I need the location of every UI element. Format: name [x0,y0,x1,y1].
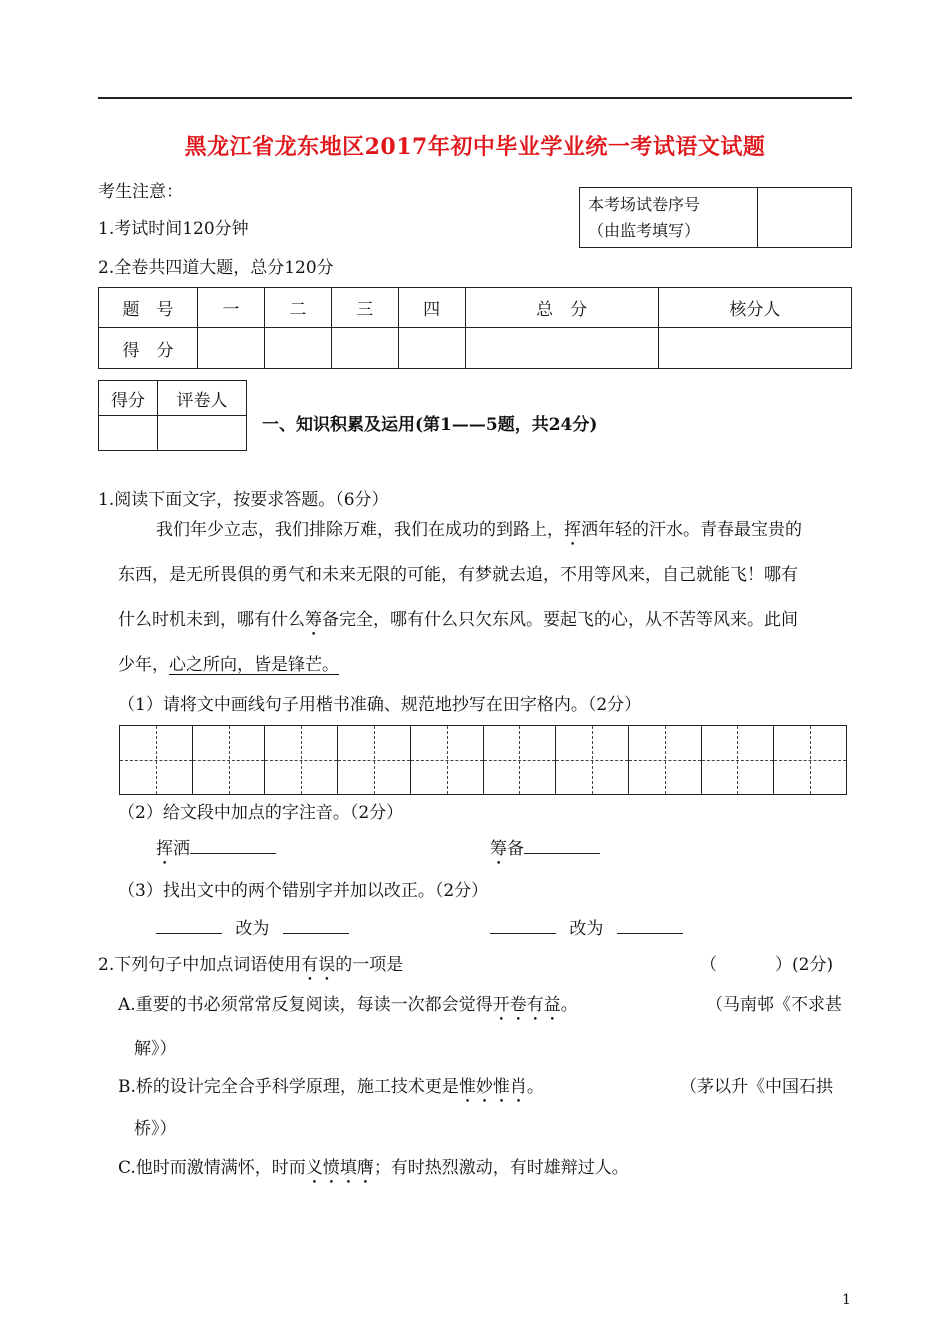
dotted-char: 挥 [156,839,173,859]
passage-text: 我们年少立志，我们排除万难，我们在成功的到路上， [156,520,564,540]
option-text: C.他时而激情满怀，时而 [118,1158,306,1178]
q1-sub2: （2）给文段中加点的字注音。（2分） [118,803,404,823]
score-cell[interactable] [264,328,331,369]
pinyin-item-2 [490,834,600,869]
stem-text: 的一项是 [335,955,404,975]
grid-cell[interactable] [774,725,847,795]
notice-heading: 考生注意： [98,182,183,202]
passage-text: 什么时机未到，哪有什么 [118,610,305,630]
passage-text: 少年， [118,655,169,675]
score-header-total: 总 分 [465,288,658,328]
change-to-label: 改为 [235,919,270,939]
paren-close: ）(2分) [775,955,834,975]
q1-sub3: （3）找出文中的两个错别字并加以改正。（2分） [118,881,489,901]
header-rule [98,97,852,99]
q2-option-b[interactable] [118,1072,544,1107]
grid-cell[interactable] [702,725,775,795]
serial-number-box [579,187,852,248]
option-text: B.桥的设计完全合乎科学原理，施工技术更是 [118,1077,459,1097]
underlined-sentence: 心之所向，皆是锋芒。 [169,655,339,675]
grid-cell[interactable] [193,725,266,795]
option-text: 。 [526,1077,544,1097]
grid-cell[interactable] [265,725,338,795]
change-to-label: 改为 [569,919,604,939]
grid-cell[interactable] [411,725,484,795]
score-header-1: 一 [198,288,265,328]
answer-blank[interactable] [283,933,349,934]
dotted-word: 义愤填膺 [305,1158,374,1178]
dotted-char: 筹 [305,610,322,630]
grader-name-label: 评卷人 [158,381,247,416]
grader-score-label: 得分 [99,381,158,416]
q2-option-a[interactable] [118,990,578,1025]
q1-stem: 1.阅读下面文字，按要求答题。（6分） [98,490,389,510]
q2-answer-paren [700,950,833,975]
score-header-3: 三 [331,288,398,328]
score-header-4: 四 [398,288,465,328]
q1-sub1: （1）请将文中画线句子用楷书准确、规范地抄写在田字格内。（2分） [118,695,642,715]
option-text: A.重要的书必须常常反复阅读，每读一次都会觉得 [118,995,493,1015]
q2-option-a-source-end: 解》） [134,1039,177,1059]
grader-score-cell[interactable] [99,416,158,451]
answer-blank[interactable] [490,933,556,934]
q1-passage-line4 [118,643,852,687]
stem-text: 2.下列句子中加点词语使用 [98,955,302,975]
score-cell[interactable] [198,328,265,369]
pinyin-item-1 [156,834,276,869]
page-number: 1 [842,1292,851,1308]
paren-open: （ [700,955,717,975]
answer-blank[interactable] [617,933,683,934]
score-row-label: 得 分 [99,328,198,369]
notice-item-time: 1.考试时间120分钟 [98,219,249,239]
q1-passage-line2: 东西，是无所畏俱的勇气和未来无限的可能，有梦就去追，不用等风来，自己就能飞！哪有 [118,565,798,585]
q2-stem [98,950,403,985]
score-cell[interactable] [658,328,851,369]
option-text: ；有时热烈激动，有时雄辩过人。 [373,1158,629,1178]
correction-pair-1 [156,914,349,939]
serial-label [580,188,758,248]
q2-option-b-source-end: 桥》） [134,1119,177,1139]
serial-value-cell[interactable] [758,188,852,248]
grader-name-cell[interactable] [158,416,247,451]
score-cell[interactable] [465,328,658,369]
dotted-word: 惟妙惟肖 [458,1077,527,1097]
notice-item-total: 2.全卷共四道大题，总分120分 [98,258,334,278]
page-title: 黑龙江省龙东地区2017年初中毕业学业统一考试语文试题 [184,134,766,160]
dotted-word: 开卷有益 [492,995,561,1015]
score-header-2: 二 [264,288,331,328]
tianzige-grid[interactable] [119,725,847,795]
correction-pair-2 [490,914,683,939]
score-cell[interactable] [398,328,465,369]
q2-option-b-source: （茅以升《中国石拱 [680,1077,833,1097]
grader-box [98,380,247,451]
dotted-char: 筹 [490,839,507,859]
word-text: 备 [507,839,524,859]
word-text: 洒 [173,839,190,859]
answer-blank[interactable] [156,933,222,934]
grid-cell[interactable] [556,725,629,795]
dotted-char: 挥 [564,520,581,540]
section1-heading: 一、知识积累及运用(第1——5题，共24分) [262,415,598,435]
q1-passage-line3 [118,598,852,642]
option-text: 。 [560,995,578,1015]
answer-blank[interactable] [524,853,600,854]
q2-option-c[interactable] [118,1153,629,1188]
passage-text: 洒年轻的汗水。青春最宝贵的 [581,520,802,540]
score-header-label: 题 号 [99,288,198,328]
grid-cell[interactable] [629,725,702,795]
serial-label-line2: （由监考填写） [588,220,701,240]
grid-cell[interactable] [338,725,411,795]
grid-cell[interactable] [119,725,193,795]
score-table [98,287,852,369]
serial-label-line1: 本考场试卷序号 [588,194,701,214]
answer-blank[interactable] [190,853,276,854]
score-header-checker: 核分人 [658,288,851,328]
passage-text: 备完全，哪有什么只欠东风。要起飞的心，从不苦等风来。此间 [322,610,798,630]
dotted-word: 有误 [301,955,336,975]
q2-option-a-source: （马南邨《不求甚 [706,995,842,1015]
q1-passage [118,508,852,552]
grid-cell[interactable] [484,725,557,795]
score-cell[interactable] [331,328,398,369]
